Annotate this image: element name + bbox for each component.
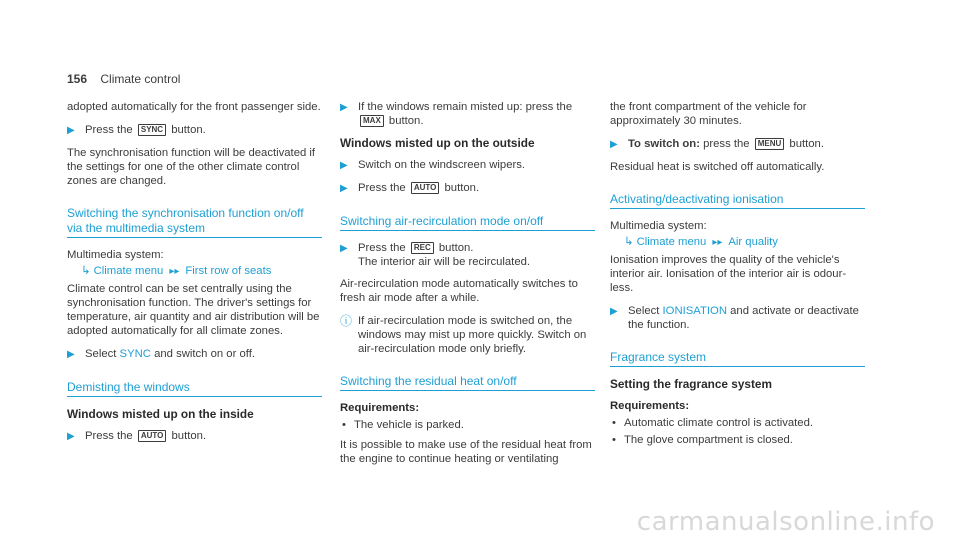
residual-heat-text: It is possible to make use of the residual heat from the engine to continue heating or ventilating	[340, 439, 592, 465]
page-number: 156	[67, 72, 88, 86]
step-press-recirculation: ▶ Press the REC button. The interior air will be recirculated.	[340, 242, 531, 268]
step-arrow-icon: ▶	[610, 306, 618, 317]
step-arrow-icon: ▶	[340, 160, 348, 171]
step-arrow-icon: ▶	[67, 125, 75, 136]
step-arrow-icon: ▶	[340, 183, 348, 194]
multimedia-label: Multimedia system:	[610, 220, 707, 232]
step-arrow-icon: ▶	[67, 431, 75, 442]
step-select-ionisation: ▶ Select IONISATION and activate or deactivate the function.	[610, 305, 859, 331]
step-arrow-icon: ▶	[340, 102, 348, 113]
max-defrost-key-icon: MAX	[360, 115, 384, 127]
section-heading-ionisation: Activating/deactivating ionisation	[610, 192, 865, 209]
multimedia-label: Multimedia system:	[67, 249, 164, 261]
step-arrow-icon: ▶	[610, 139, 618, 150]
subheading-misted-inside: Windows misted up on the inside	[67, 407, 254, 421]
page-header	[67, 72, 180, 86]
menu-item-climate[interactable]: Climate menu	[636, 236, 707, 248]
menu-return-icon: ↳	[624, 236, 634, 248]
column-1	[67, 100, 322, 452]
recirculation-note: ⓘ If air-recirculation mode is switched on, the windows may mist up more quickly. Switch on air-recirculation mode only briefly.	[340, 314, 587, 355]
section-heading-sync: Switching the synchronisation function on/off via the multimedia system	[67, 206, 322, 238]
section-heading-demisting: Demisting the windows	[67, 380, 322, 397]
list-item: • The vehicle is parked.	[342, 419, 464, 431]
list-item: • Automatic climate control is activated.	[612, 417, 813, 429]
auto-key-icon: AUTO	[411, 182, 440, 194]
bullet-icon: •	[342, 419, 346, 431]
bullet-icon: •	[612, 417, 616, 429]
list-item: • The glove compartment is closed.	[612, 434, 793, 446]
requirements-label: Requirements:	[610, 400, 690, 412]
residual-heat-continued: the front compartment of the vehicle for approximately 30 minutes.	[610, 101, 807, 127]
section-heading-fragrance: Fragrance system	[610, 350, 865, 367]
menu-key-icon: MENU	[755, 138, 785, 150]
column-3	[610, 100, 865, 450]
sync-key-icon: SYNC	[138, 124, 166, 136]
subheading-fragrance: Setting the fragrance system	[610, 377, 772, 391]
page-header-title: Climate control	[100, 72, 181, 86]
menu-item-first-row[interactable]: First row of seats	[185, 265, 272, 277]
section-heading-residual-heat: Switching the residual heat on/off	[340, 374, 595, 391]
step-press-auto: ▶ Press the AUTO button.	[67, 430, 207, 442]
intro-text: adopted automatically for the front passenger side.	[67, 101, 321, 113]
menu-separator-icon: ▸▸	[169, 266, 180, 277]
step-arrow-icon: ▶	[340, 243, 348, 254]
menu-return-icon: ↳	[81, 265, 91, 277]
menu-item-climate[interactable]: Climate menu	[93, 265, 164, 277]
menu-path[interactable]	[624, 235, 865, 250]
ionisation-option-link[interactable]: IONISATION	[662, 305, 727, 317]
recirculation-text: Air-recirculation mode automatically switches to fresh air mode after a while.	[340, 278, 578, 304]
sync-description-text: Climate control can be set centrally using the synchronisation function. The driver's settings for temperature, air quantity and air distribution will be adopted automatically for all climate zones.	[67, 283, 320, 337]
step-press-max: ▶ If the windows remain misted up: press the MAX button.	[340, 101, 573, 127]
menu-path[interactable]	[81, 264, 322, 279]
column-2	[340, 100, 595, 475]
menu-separator-icon: ▸▸	[712, 237, 723, 248]
subheading-misted-outside: Windows misted up on the outside	[340, 136, 535, 150]
recirculation-key-icon: REC	[411, 242, 434, 254]
auto-key-icon: AUTO	[138, 430, 167, 442]
info-icon: ⓘ	[340, 314, 353, 328]
step-arrow-icon: ▶	[67, 349, 75, 360]
step-select-sync: ▶ Select SYNC and switch on or off.	[67, 348, 255, 360]
sync-deactivation-text: The synchronisation function will be deactivated if the settings for one of the other climate control zones are changed.	[67, 147, 316, 187]
sync-option-link[interactable]: SYNC	[119, 348, 151, 360]
residual-heat-off-text: Residual heat is switched off automatically.	[610, 161, 825, 173]
bullet-icon: •	[612, 434, 616, 446]
step-press-auto-2: ▶ Press the AUTO button.	[340, 182, 480, 194]
section-heading-recirculation: Switching air-recirculation mode on/off	[340, 214, 595, 231]
step-wipers: ▶ Switch on the windscreen wipers.	[340, 159, 526, 171]
ionisation-text: Ionisation improves the quality of the vehicle's interior air. Ionisation of the interior air is odour-less.	[610, 254, 847, 294]
menu-item-air-quality[interactable]: Air quality	[728, 236, 778, 248]
step-press-sync: ▶ Press the SYNC button.	[67, 124, 206, 136]
watermark: carmanualsonline.info	[636, 507, 935, 537]
requirements-label: Requirements:	[340, 402, 420, 414]
step-switch-on: ▶ To switch on: press the MENU button.	[610, 138, 824, 150]
